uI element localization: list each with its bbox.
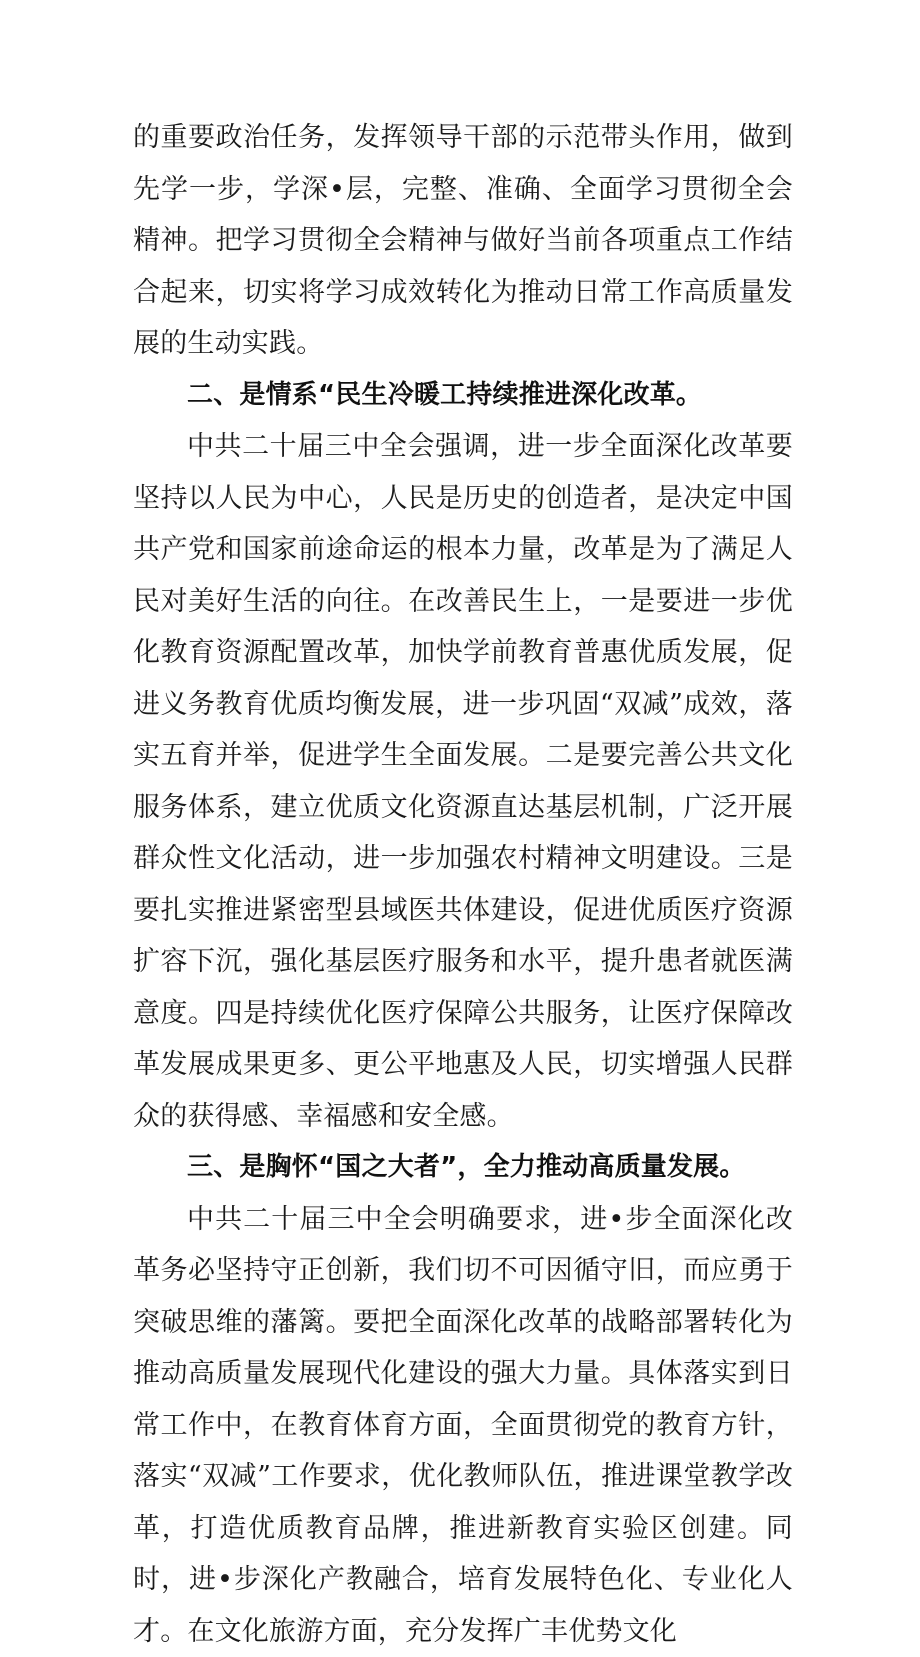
- paragraph-high-quality-development: 中共二十届三中全会明确要求，进•步全面深化改革务必坚持守正创新，我们切不可因循守旧，而应勇于突破思维的藩篱。要把全面深化改革的战略部署转化为推动高质量发展现代化建设的强大力量。具体落实到日常工作中，在教育体育方面，全面贯彻党的教育方针，落实“双减”工作要求，优化教师队伍，推进课堂教学改革，打造优质教育品牌，推进新教育实验区创建。同时，进•步深化产教融合，培育发展特色化、专业化人才。在文化旅游方面，充分发挥广丰优势文化: [133, 1194, 793, 1657]
- document-body: [133, 112, 793, 1657]
- section-heading-three: 三、是胸怀“国之大者”，全力推动高质量发展。: [133, 1142, 793, 1194]
- paragraph-continuation: 的重要政治任务，发挥领导干部的示范带头作用，做到先学一步，学深•层，完整、准确、全面学习贯彻全会精神。把学习贯彻全会精神与做好当前各项重点工作结合起来，切实将学习成效转化为推动日常工作高质量发展的生动实践。: [133, 112, 793, 370]
- section-heading-two: 二、是情系“民生冷暖工持续推进深化改革。: [133, 370, 793, 422]
- paragraph-livelihood-reform: 中共二十届三中全会强调，进一步全面深化改革要坚持以人民为中心，人民是历史的创造者，是决定中国共产党和国家前途命运的根本力量，改革是为了满足人民对美好生活的向往。在改善民生上，一是要进一步优化教育资源配置改革，加快学前教育普惠优质发展，促进义务教育优质均衡发展，进一步巩固“双减”成效，落实五育并举，促进学生全面发展。二是要完善公共文化服务体系，建立优质文化资源直达基层机制，广泛开展群众性文化活动，进一步加强农村精神文明建设。三是要扎实推进紧密型县域医共体建设，促进优质医疗资源扩容下沉，强化基层医疗服务和水平，提升患者就医满意度。四是持续优化医疗保障公共服务，让医疗保障改革发展成果更多、更公平地惠及人民，切实增强人民群众的获得感、幸福感和安全感。: [133, 421, 793, 1142]
